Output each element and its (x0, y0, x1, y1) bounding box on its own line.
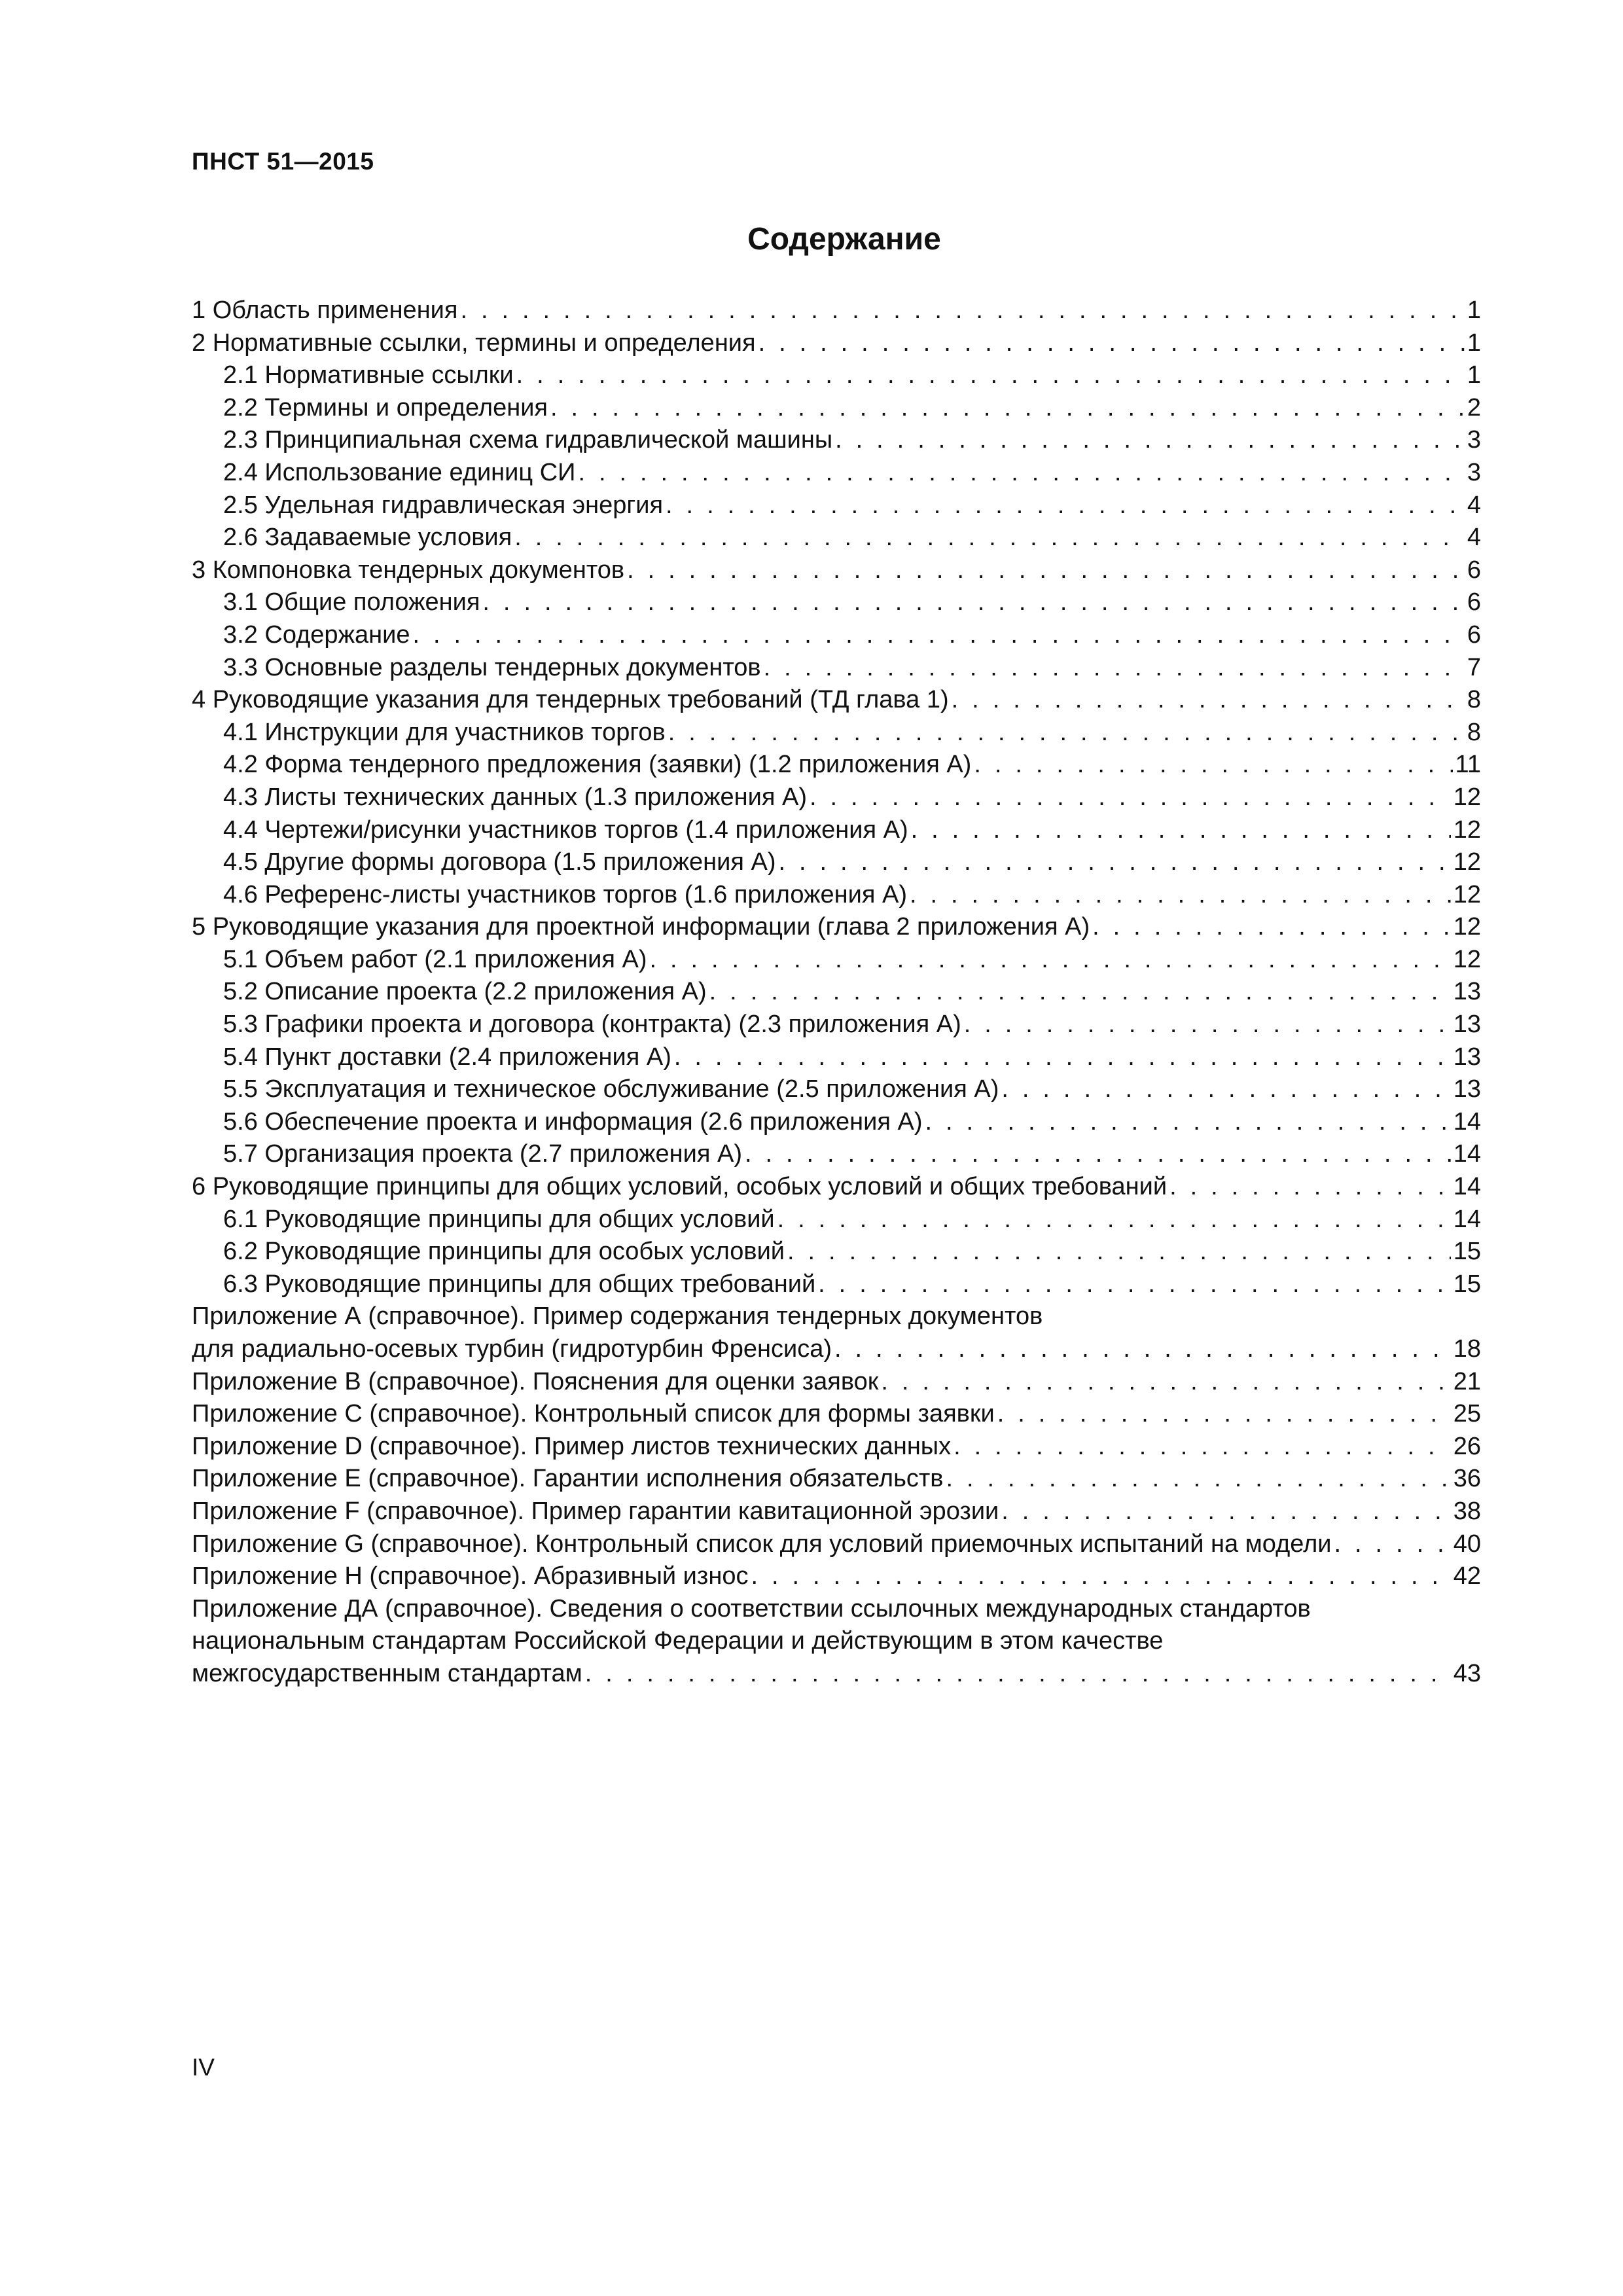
toc-entry-text: 6 Руководящие принципы для общих условий, особых условий и общих требований (192, 1173, 1168, 1201)
toc-dot-leader (835, 424, 1465, 457)
toc-entry-text: 6.3 Руководящие принципы для общих требований (223, 1270, 816, 1298)
toc-entry-page: 7 (1467, 653, 1481, 681)
toc-entry[interactable] (192, 1300, 1481, 1333)
toc-dot-leader (585, 1658, 1451, 1691)
toc-entry-text: Приложение С (справочное). Контрольный список для формы заявки (192, 1400, 995, 1428)
toc-entry[interactable] (192, 1204, 1481, 1236)
table-of-contents (192, 295, 1481, 1691)
toc-entry-text: Приложение В (справочное). Пояснения для оценки заявок (192, 1367, 879, 1395)
toc-entry[interactable] (192, 1106, 1481, 1139)
toc-entry[interactable] (192, 1463, 1481, 1496)
toc-entry-text: 5.4 Пункт доставки (2.4 приложения А) (223, 1043, 671, 1071)
toc-entry-page: 36 (1453, 1465, 1481, 1493)
toc-entry-page: 13 (1453, 1043, 1481, 1071)
toc-dot-leader (818, 1268, 1451, 1301)
toc-dot-leader (1092, 911, 1451, 944)
toc-dot-leader (964, 1009, 1451, 1041)
toc-entry-page: 3 (1467, 458, 1481, 486)
toc-entry-text: 4.1 Инструкции для участников торгов (223, 718, 666, 746)
toc-dot-leader (627, 554, 1465, 587)
toc-dot-leader (974, 749, 1452, 781)
toc-entry-text: 2.1 Нормативные ссылки (223, 361, 514, 389)
toc-dot-leader (482, 586, 1464, 619)
toc-entry[interactable] (192, 359, 1481, 392)
toc-entry-page: 12 (1453, 848, 1481, 876)
toc-entry[interactable] (192, 1658, 1481, 1691)
toc-entry-page: 12 (1453, 783, 1481, 811)
toc-entry-text: 6.2 Руководящие принципы для особых условий (223, 1238, 785, 1266)
toc-dot-leader (779, 846, 1451, 879)
toc-dot-leader (666, 490, 1465, 522)
toc-entry-text: 4 Руководящие указания для тендерных требований (ТД глава 1) (192, 686, 949, 714)
toc-entry[interactable] (192, 879, 1481, 912)
toc-entry-page: 6 (1467, 556, 1481, 584)
toc-entry[interactable] (192, 522, 1481, 554)
toc-entry-page: 4 (1467, 491, 1481, 519)
toc-entry-text: 4.4 Чертежи/рисунки участников торгов (1.4 приложения А) (223, 816, 908, 844)
toc-entry-text: 2.5 Удельная гидравлическая энергия (223, 491, 664, 519)
toc-entry[interactable] (192, 1593, 1481, 1626)
toc-entry-text: 3.1 Общие положения (223, 588, 480, 617)
toc-dot-leader (834, 1333, 1451, 1366)
toc-entry-page: 11 (1455, 751, 1481, 779)
toc-dot-leader (810, 781, 1451, 814)
toc-entry[interactable] (192, 1333, 1481, 1366)
toc-entry-page: 42 (1453, 1562, 1481, 1590)
toc-entry[interactable] (192, 1138, 1481, 1171)
toc-dot-leader (1001, 1073, 1450, 1106)
toc-entry-text: 5 Руководящие указания для проектной информации (глава 2 приложения А) (192, 913, 1090, 941)
toc-dot-leader (550, 392, 1465, 425)
toc-entry-text: 4.2 Форма тендерного предложения (заявки) (1.2 приложения А) (223, 751, 972, 779)
toc-entry-text: 6.1 Руководящие принципы для общих условий (223, 1205, 775, 1233)
toc-entry[interactable] (192, 749, 1481, 781)
toc-entry-page: 4 (1467, 524, 1481, 552)
toc-dot-leader (1169, 1171, 1451, 1204)
toc-entry[interactable] (192, 717, 1481, 749)
toc-entry-text: Приложение Н (справочное). Абразивный износ (192, 1562, 749, 1590)
toc-entry[interactable] (192, 976, 1481, 1009)
toc-entry[interactable] (192, 1268, 1481, 1301)
toc-entry-page: 14 (1453, 1205, 1481, 1233)
toc-dot-leader (668, 717, 1465, 749)
toc-entry[interactable] (192, 781, 1481, 814)
toc-entry[interactable] (192, 652, 1481, 685)
toc-entry-page: 14 (1453, 1173, 1481, 1201)
toc-entry[interactable] (192, 1171, 1481, 1204)
toc-entry-page: 21 (1453, 1367, 1481, 1395)
toc-dot-leader (751, 1560, 1450, 1593)
toc-dot-leader (460, 295, 1464, 327)
toc-entry-page: 1 (1467, 361, 1481, 389)
toc-entry[interactable] (192, 1366, 1481, 1399)
toc-entry-page: 12 (1453, 945, 1481, 973)
toc-dot-leader (997, 1398, 1451, 1431)
toc-entry-page: 12 (1453, 913, 1481, 941)
document-code: ПНСТ 51—2015 (192, 148, 374, 175)
toc-entry-text: 5.1 Объем работ (2.1 приложения А) (223, 945, 647, 973)
toc-entry[interactable] (192, 586, 1481, 619)
toc-entry[interactable] (192, 684, 1481, 717)
toc-entry-page: 3 (1467, 426, 1481, 454)
toc-dot-leader (578, 457, 1464, 490)
toc-dot-leader (787, 1236, 1451, 1268)
toc-entry-page: 12 (1453, 880, 1481, 908)
toc-dot-leader (881, 1366, 1450, 1399)
toc-entry-page: 15 (1453, 1270, 1481, 1298)
toc-entry-page: 15 (1453, 1238, 1481, 1266)
toc-entry-text: Приложение G (справочное). Контрольный список для условий приемочных испытаний на модели (192, 1530, 1332, 1558)
toc-entry-text: 3.3 Основные разделы тендерных документов (223, 653, 761, 681)
toc-entry-page: 40 (1453, 1530, 1481, 1558)
toc-entry[interactable] (192, 1041, 1481, 1074)
toc-dot-leader (412, 619, 1464, 652)
toc-entry[interactable] (192, 1236, 1481, 1268)
toc-dot-leader (952, 684, 1465, 717)
toc-entry-page: 14 (1453, 1140, 1481, 1168)
toc-dot-leader (1334, 1528, 1451, 1561)
toc-entry-text: 5.5 Эксплуатация и техническое обслуживание (2.5 приложения А) (223, 1075, 999, 1103)
toc-entry[interactable] (192, 295, 1481, 327)
toc-entry[interactable] (192, 457, 1481, 490)
toc-entry[interactable] (192, 392, 1481, 425)
toc-entry-text: 2.6 Задаваемые условия (223, 524, 512, 552)
toc-entry[interactable] (192, 814, 1481, 847)
toc-entry-page: 1 (1467, 296, 1481, 324)
toc-entry[interactable] (192, 1528, 1481, 1561)
toc-entry-page: 13 (1453, 978, 1481, 1006)
page-number: IV (192, 2054, 215, 2081)
toc-dot-leader (758, 327, 1465, 360)
toc-dot-leader (516, 359, 1465, 392)
toc-entry[interactable] (192, 490, 1481, 522)
toc-entry[interactable] (192, 846, 1481, 879)
toc-entry[interactable] (192, 1625, 1481, 1658)
toc-entry[interactable] (192, 1431, 1481, 1463)
toc-dot-leader (954, 1431, 1451, 1463)
toc-entry-text: для радиально-осевых турбин (гидротурбин Френсиса) (192, 1335, 832, 1363)
toc-title: Содержание (747, 222, 941, 257)
toc-dot-leader (925, 1106, 1451, 1139)
toc-entry-page: 8 (1467, 718, 1481, 746)
toc-entry-text: 2.2 Термины и определения (223, 393, 548, 422)
toc-entry-page: 26 (1453, 1432, 1481, 1460)
toc-entry-page: 2 (1467, 393, 1481, 422)
toc-entry-page: 6 (1467, 588, 1481, 617)
toc-entry[interactable] (192, 944, 1481, 977)
toc-entry[interactable] (192, 1560, 1481, 1593)
toc-entry-text: Приложение D (справочное). Пример листов технических данных (192, 1432, 952, 1460)
toc-entry-text: межгосударственным стандартам (192, 1659, 582, 1687)
toc-entry-text: Приложение ДА (справочное). Сведения о соответствии ссылочных международных стандартов (192, 1594, 1311, 1623)
toc-entry-text: 1 Область применения (192, 296, 458, 324)
toc-entry-text: 5.6 Обеспечение проекта и информация (2.6 приложения А) (223, 1107, 923, 1136)
toc-entry-page: 43 (1453, 1659, 1481, 1687)
toc-dot-leader (777, 1204, 1451, 1236)
toc-dot-leader (764, 652, 1465, 685)
toc-entry-text: Приложение Е (справочное). Гарантии исполнения обязательств (192, 1465, 944, 1493)
toc-entry-page: 18 (1453, 1335, 1481, 1363)
toc-entry-page: 6 (1467, 620, 1481, 649)
toc-entry-text: 2 Нормативные ссылки, термины и определения (192, 329, 756, 357)
toc-entry[interactable] (192, 424, 1481, 457)
toc-dot-leader (946, 1463, 1450, 1496)
toc-entry[interactable] (192, 619, 1481, 652)
toc-entry-text: 5.2 Описание проекта (2.2 приложения А) (223, 978, 707, 1006)
toc-entry-text: 5.3 Графики проекта и договора (контракта) (2.3 приложения А) (223, 1011, 961, 1039)
toc-dot-leader (514, 522, 1465, 554)
toc-entry-page: 25 (1453, 1400, 1481, 1428)
toc-entry-text: Приложение F (справочное). Пример гарантии кавитационной эрозии (192, 1497, 999, 1525)
toc-entry[interactable] (192, 554, 1481, 587)
toc-entry-text: 2.3 Принципиальная схема гидравлической машины (223, 426, 833, 454)
toc-entry-page: 14 (1453, 1107, 1481, 1136)
toc-entry[interactable] (192, 911, 1481, 944)
toc-dot-leader (709, 976, 1451, 1009)
toc-entry-text: 4.3 Листы технических данных (1.3 приложения А) (223, 783, 807, 811)
toc-dot-leader (674, 1041, 1451, 1074)
toc-entry[interactable] (192, 1009, 1481, 1041)
toc-entry-text: 2.4 Использование единиц СИ (223, 458, 576, 486)
toc-entry-text: 4.6 Референс-листы участников торгов (1.6 приложения А) (223, 880, 907, 908)
toc-dot-leader (1001, 1496, 1450, 1528)
toc-dot-leader (910, 879, 1451, 912)
toc-entry[interactable] (192, 1496, 1481, 1528)
toc-entry-text: 4.5 Другие формы договора (1.5 приложения А) (223, 848, 776, 876)
toc-entry-text: 3 Компоновка тендерных документов (192, 556, 625, 584)
toc-dot-leader (649, 944, 1450, 977)
toc-entry-page: 13 (1453, 1011, 1481, 1039)
toc-dot-leader (911, 814, 1451, 847)
toc-entry-text: 3.2 Содержание (223, 620, 410, 649)
toc-entry-text: национальным стандартам Российской Федерации и действующим в этом качестве (192, 1627, 1164, 1655)
toc-entry-page: 12 (1453, 816, 1481, 844)
toc-entry-page: 1 (1467, 329, 1481, 357)
toc-entry[interactable] (192, 327, 1481, 360)
toc-entry-page: 38 (1453, 1497, 1481, 1525)
toc-entry[interactable] (192, 1073, 1481, 1106)
toc-entry-page: 13 (1453, 1075, 1481, 1103)
toc-entry-page: 8 (1467, 686, 1481, 714)
toc-dot-leader (745, 1138, 1451, 1171)
toc-entry-text: 5.7 Организация проекта (2.7 приложения А) (223, 1140, 743, 1168)
toc-entry-text: Приложение А (справочное). Пример содержания тендерных документов (192, 1302, 1043, 1331)
toc-entry[interactable] (192, 1398, 1481, 1431)
